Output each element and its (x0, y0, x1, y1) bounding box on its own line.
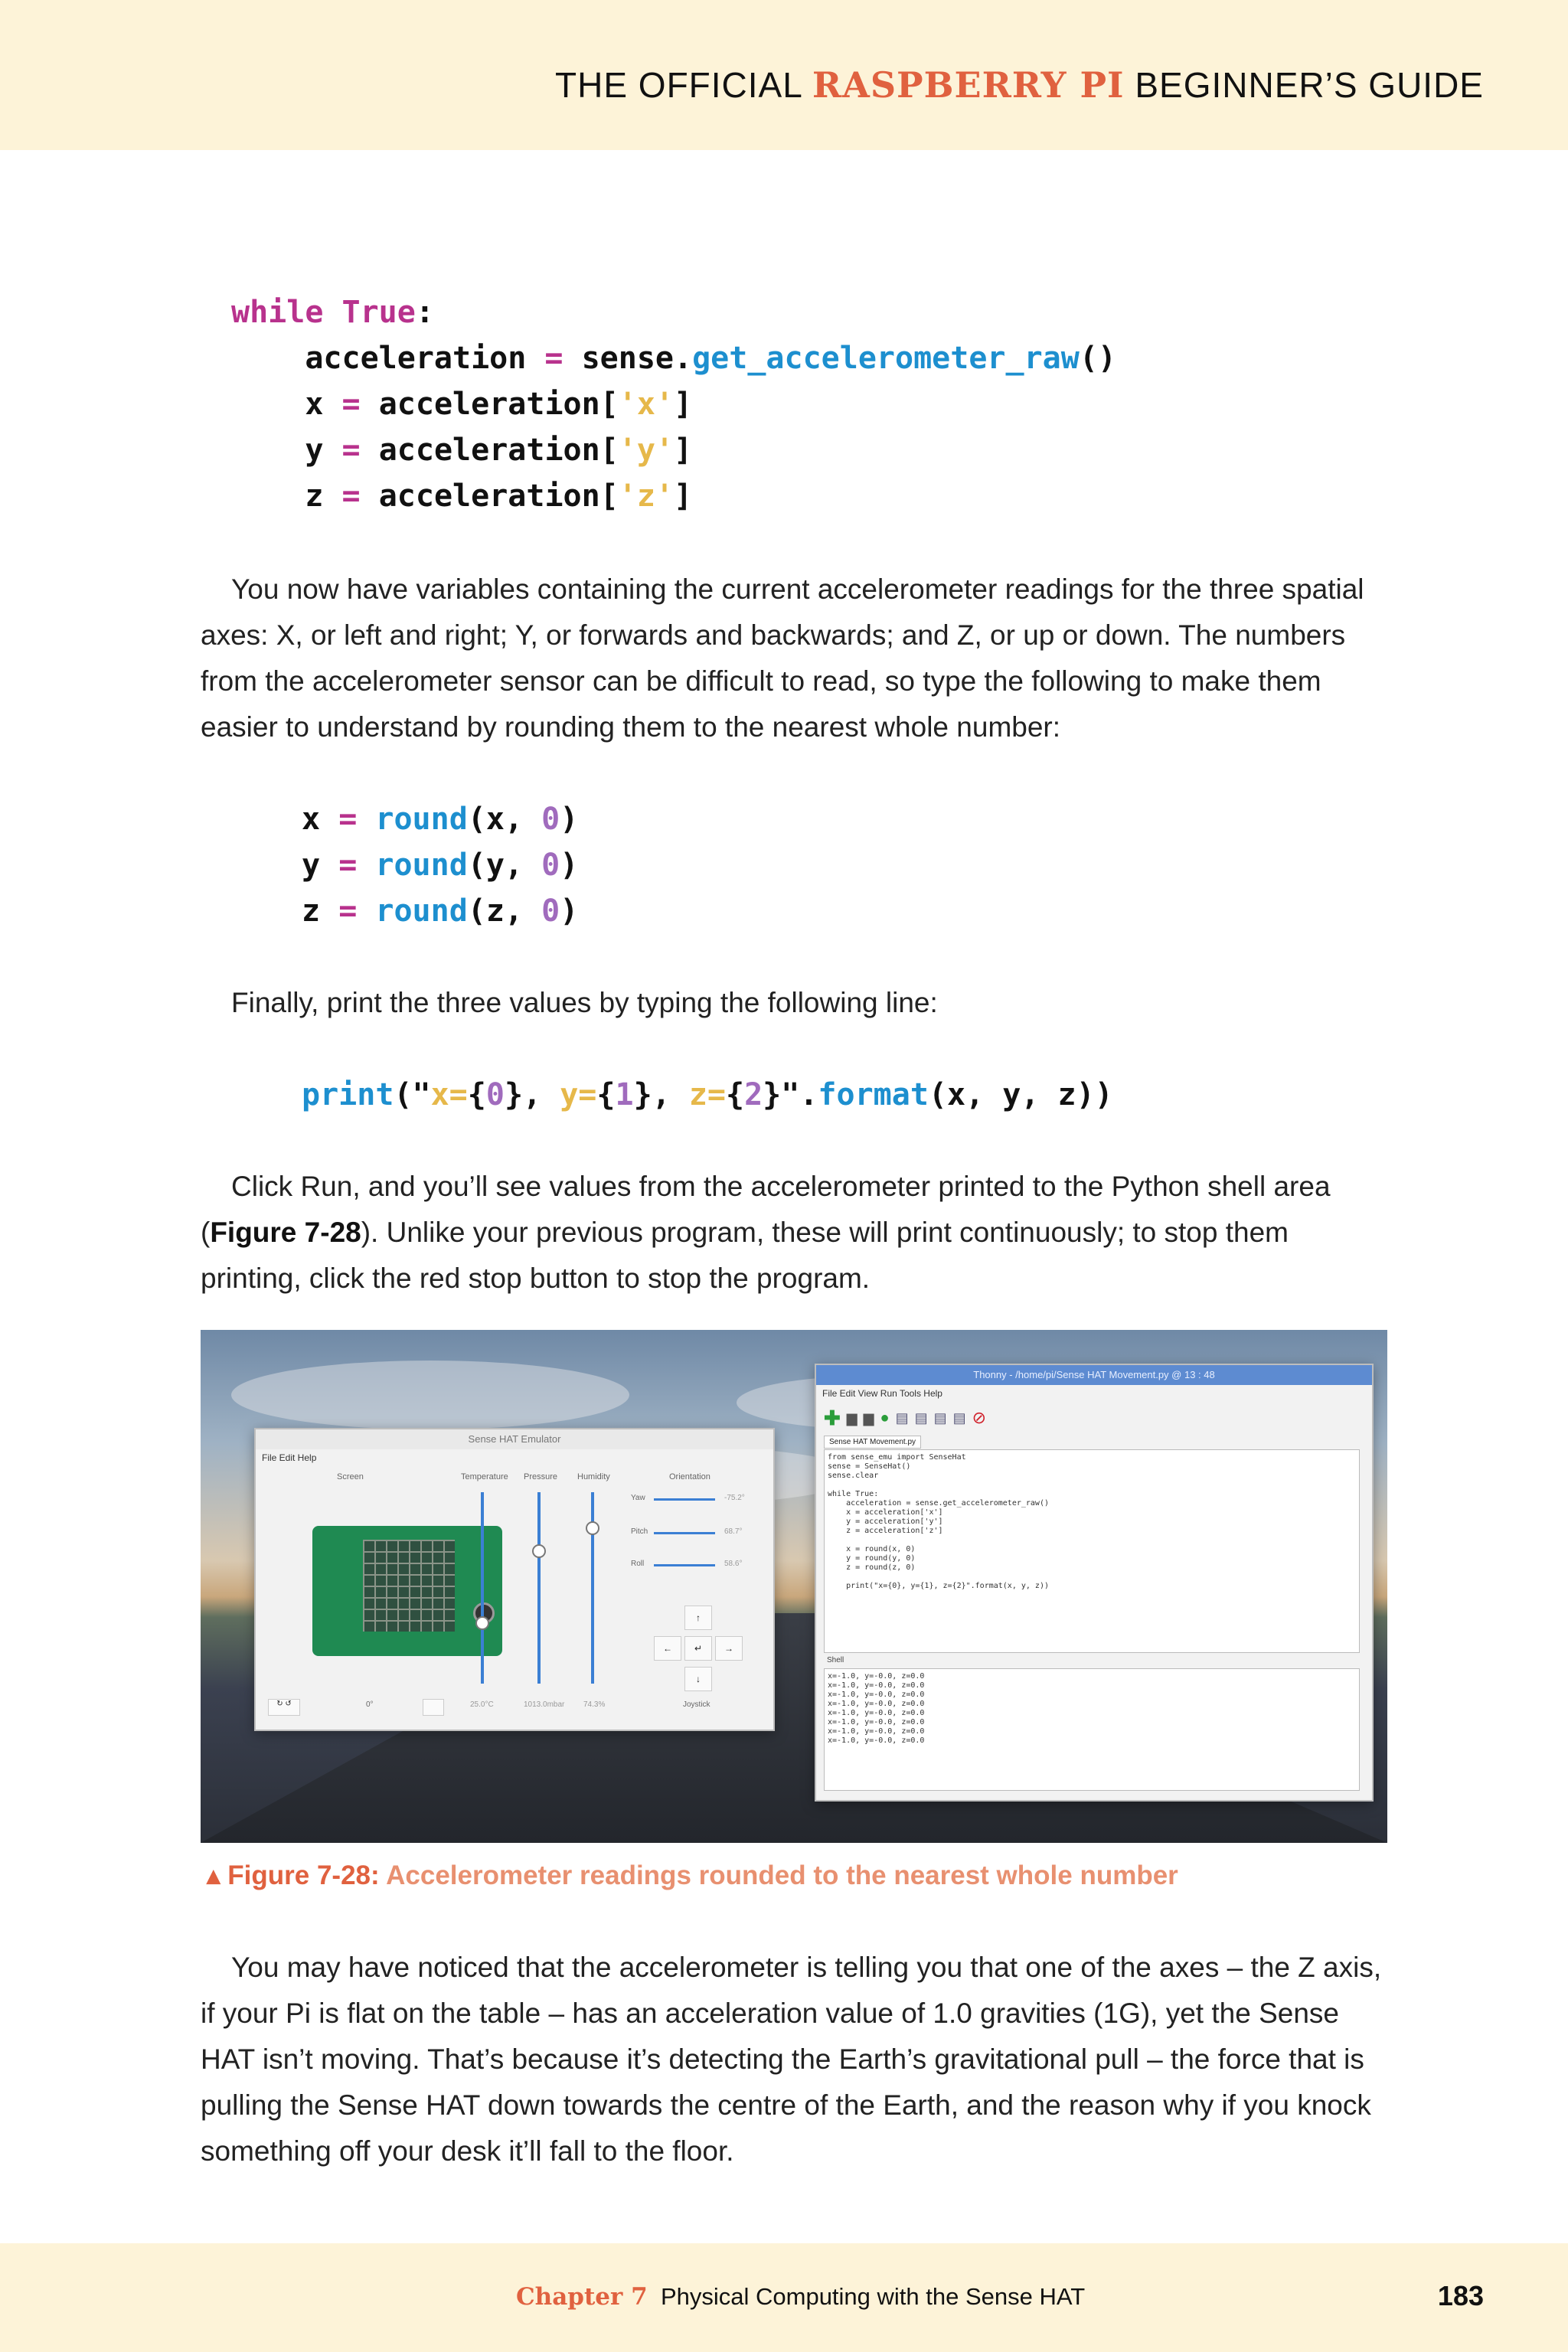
code-operator: = (341, 387, 361, 422)
footer-chapter (516, 2283, 1085, 2311)
roll-slider[interactable] (654, 1564, 715, 1566)
figure-reference: Figure 7-28 (210, 1217, 361, 1248)
joystick-label: Joystick (683, 1700, 710, 1709)
pitch-slider[interactable] (654, 1532, 715, 1534)
code-text: ) (560, 848, 579, 883)
humidity-label: Humidity (577, 1472, 610, 1481)
code-function: format (818, 1077, 929, 1112)
thonny-title: Thonny - /home/pi/Sense HAT Movement.py @ 13 : 48 (816, 1365, 1372, 1385)
code-number: 0 (541, 848, 560, 883)
code-string: y= (560, 1077, 597, 1112)
rotation-button[interactable] (423, 1699, 444, 1716)
paragraph-run (201, 1164, 1395, 1302)
caption-arrow-icon: ▴ (207, 1860, 228, 1890)
editor-tab[interactable]: Sense HAT Movement.py (824, 1436, 921, 1449)
code-number: 0 (485, 1077, 505, 1112)
code-block-round (302, 796, 578, 934)
code-text: ) (560, 893, 579, 929)
code-text: (y, (467, 848, 542, 883)
code-number: 0 (541, 802, 560, 837)
code-text: z (305, 479, 324, 514)
code-number: 0 (541, 893, 560, 929)
code-operator: = (338, 848, 358, 883)
code-string: x= (430, 1077, 468, 1112)
code-text: ] (674, 387, 693, 422)
page-number: 183 (1437, 2280, 1484, 2311)
code-text: y (305, 433, 324, 468)
caption-text: Accelerometer readings rounded to the nearest whole number (379, 1860, 1178, 1890)
save-as-icon[interactable]: ▆ (863, 1410, 874, 1426)
code-text: acceleration[ (378, 433, 619, 468)
page-footer (0, 2243, 1568, 2352)
thonny-toolbar (824, 1406, 986, 1429)
cloud (231, 1361, 629, 1429)
joystick-down-button[interactable]: ↓ (684, 1667, 712, 1691)
book-title-suffix: BEGINNER’S GUIDE (1124, 65, 1484, 105)
code-number: 2 (744, 1077, 763, 1112)
book-title-prefix: THE OFFICIAL (555, 65, 812, 105)
rotation-value: 0° (366, 1700, 374, 1709)
code-keyword: True (341, 295, 416, 330)
code-keyword: while (231, 295, 324, 330)
code-text: ] (674, 479, 693, 514)
code-block-print (302, 1072, 1113, 1118)
paragraph-axes (201, 567, 1395, 750)
paragraph-axes-text: You now have variables containing the current accelerometer readings for the three spatial axes: X, or left and right; Y, or forwards and backwards; and Z, or up or down. The numbers from the accelerometer sensor can be difficult to read, so type the following to make them easier to understand by rounding them to the nearest whole number: (201, 573, 1364, 743)
editor-code[interactable]: from sense_emu import SenseHat sense = SenseHat() sense.clear while True: acceleration = sense.get_accelerometer_raw() x = acceleration['x'] y = acceleration['y'] z = acceleration['z'] x = round(x, 0) y = round(y, 0) z = round(z, 0) print("x={0}, y={1}, z={2}".format(x, y, z)) (824, 1449, 1360, 1653)
yaw-label: Yaw (631, 1494, 645, 1502)
code-text: acceleration[ (378, 387, 619, 422)
code-text: x (302, 802, 321, 837)
pitch-value: 68.7° (724, 1527, 743, 1536)
code-string: 'x' (618, 387, 675, 422)
thonny-menu[interactable]: File Edit View Run Tools Help (822, 1388, 942, 1399)
sense-hat-emulator-window (254, 1428, 775, 1731)
code-text: ) (560, 802, 579, 837)
book-title (555, 64, 1484, 106)
shell-label: Shell (827, 1656, 844, 1664)
code-text: acceleration (305, 341, 527, 376)
roll-value: 58.6° (724, 1560, 743, 1568)
code-text: y (302, 848, 321, 883)
debug-icon[interactable]: ▤ (895, 1410, 909, 1426)
code-operator: = (341, 479, 361, 514)
paragraph-gravity (201, 1945, 1395, 2174)
thonny-window (815, 1364, 1374, 1802)
code-function: round (375, 848, 468, 883)
code-text: () (1079, 341, 1116, 376)
paragraph-print-text: Finally, print the three values by typing the following line: (231, 987, 938, 1018)
book-title-brand: RASPBERRY PI (812, 64, 1125, 106)
pressure-label: Pressure (524, 1472, 558, 1481)
temperature-value: 25.0°C (470, 1700, 494, 1709)
pressure-value: 1013.0mbar (524, 1700, 565, 1709)
pressure-slider-knob[interactable] (532, 1544, 546, 1558)
yaw-slider[interactable] (654, 1498, 715, 1501)
pressure-slider[interactable] (537, 1492, 541, 1684)
paragraph-run-text-2: ). Unlike your previous program, these will print continuously; to stop them printing, click the red stop button to stop the program. (201, 1217, 1289, 1294)
code-text: }". (763, 1077, 818, 1112)
code-text: { (596, 1077, 616, 1112)
figure-screenshot (201, 1330, 1387, 1843)
code-string: 'y' (618, 433, 675, 468)
code-operator: = (338, 893, 358, 929)
code-text: x (305, 387, 324, 422)
code-operator: = (544, 341, 564, 376)
figure-caption (207, 1860, 1178, 1891)
code-number: 1 (615, 1077, 634, 1112)
run-icon[interactable]: ● (880, 1409, 890, 1426)
humidity-slider-knob[interactable] (586, 1521, 599, 1535)
code-text: }, (504, 1077, 560, 1112)
humidity-value: 74.3% (583, 1700, 606, 1709)
code-text: : (415, 295, 434, 330)
code-text: sense. (581, 341, 693, 376)
code-function: round (375, 893, 468, 929)
emulator-title: Sense HAT Emulator (256, 1429, 773, 1449)
pitch-label: Pitch (631, 1527, 648, 1536)
step-out-icon[interactable]: ▤ (952, 1410, 966, 1426)
page-header (0, 0, 1568, 150)
code-text: ] (674, 433, 693, 468)
code-text: acceleration[ (378, 479, 619, 514)
paragraph-run-text: Click Run, and you’ll see values from the accelerometer printed to the Python shell area ( (201, 1171, 1331, 1248)
code-text: z (302, 893, 321, 929)
step-over-icon[interactable]: ▤ (914, 1410, 928, 1426)
code-function: get_accelerometer_raw (692, 341, 1080, 376)
save-icon[interactable]: ▆ (846, 1410, 858, 1426)
code-text: { (467, 1077, 486, 1112)
chapter-label: Chapter 7 (516, 2283, 648, 2311)
caption-label: Figure 7-28: (227, 1860, 380, 1890)
code-function: round (375, 802, 468, 837)
code-string: 'z' (618, 479, 675, 514)
code-string: z= (688, 1077, 726, 1112)
led-matrix (363, 1540, 455, 1632)
code-function: print (302, 1077, 394, 1112)
chapter-title: Physical Computing with the Sense HAT (660, 2283, 1086, 2310)
screen-label: Screen (337, 1472, 364, 1481)
step-into-icon[interactable]: ▤ (933, 1410, 947, 1426)
code-operator: = (341, 433, 361, 468)
roll-label: Roll (631, 1560, 645, 1568)
paragraph-gravity-text: You may have noticed that the accelerometer is telling you that one of the axes – the Z axis, if your Pi is flat on the table – has an acceleration value of 1.0 gravities (1G), yet the Sense HAT isn’t moving. That’s because it’s detecting the Earth’s gravitational pull – the force that is pulling the Sense HAT down towards the centre of the Earth, and the reason why if you knock something off your desk it’ll fall to the floor. (201, 1952, 1382, 2167)
code-text: { (725, 1077, 745, 1112)
code-text: (" (394, 1077, 431, 1112)
code-text: }, (633, 1077, 689, 1112)
yaw-value: -75.2° (724, 1494, 745, 1502)
shell-output[interactable]: x=-1.0, y=-0.0, z=0.0 x=-1.0, y=-0.0, z=0.0 x=-1.0, y=-0.0, z=0.0 x=-1.0, y=-0.0, z=0.0 x=-1.0, y=-0.0, z=0.0 x=-1.0, y=-0.0, z=0.0 x=-1.0, y=-0.0, z=0.0 x=-1.0, y=-0.0, z=0.0 (824, 1668, 1360, 1791)
stop-button[interactable]: ⊘ (972, 1408, 987, 1427)
temperature-slider-knob[interactable] (475, 1616, 489, 1630)
orientation-label: Orientation (669, 1472, 710, 1481)
emulator-menu[interactable]: File Edit Help (262, 1452, 317, 1463)
code-block-loop (231, 289, 1116, 519)
sense-hat-board (312, 1526, 502, 1656)
joystick-right-button[interactable]: → (715, 1636, 743, 1661)
code-text: (x, y, z)) (928, 1077, 1113, 1112)
temperature-label: Temperature (461, 1472, 508, 1481)
code-text: (z, (467, 893, 542, 929)
rotate-left-button[interactable]: ↻ ↺ (268, 1699, 300, 1716)
temperature-slider[interactable] (481, 1492, 484, 1684)
joystick-left-button[interactable]: ← (654, 1636, 681, 1661)
joystick-up-button[interactable]: ↑ (684, 1606, 712, 1630)
joystick-enter-button[interactable]: ↵ (684, 1636, 712, 1661)
code-text: (x, (467, 802, 542, 837)
new-file-icon[interactable]: ✚ (824, 1406, 841, 1429)
paragraph-print (201, 980, 1395, 1026)
code-operator: = (338, 802, 358, 837)
